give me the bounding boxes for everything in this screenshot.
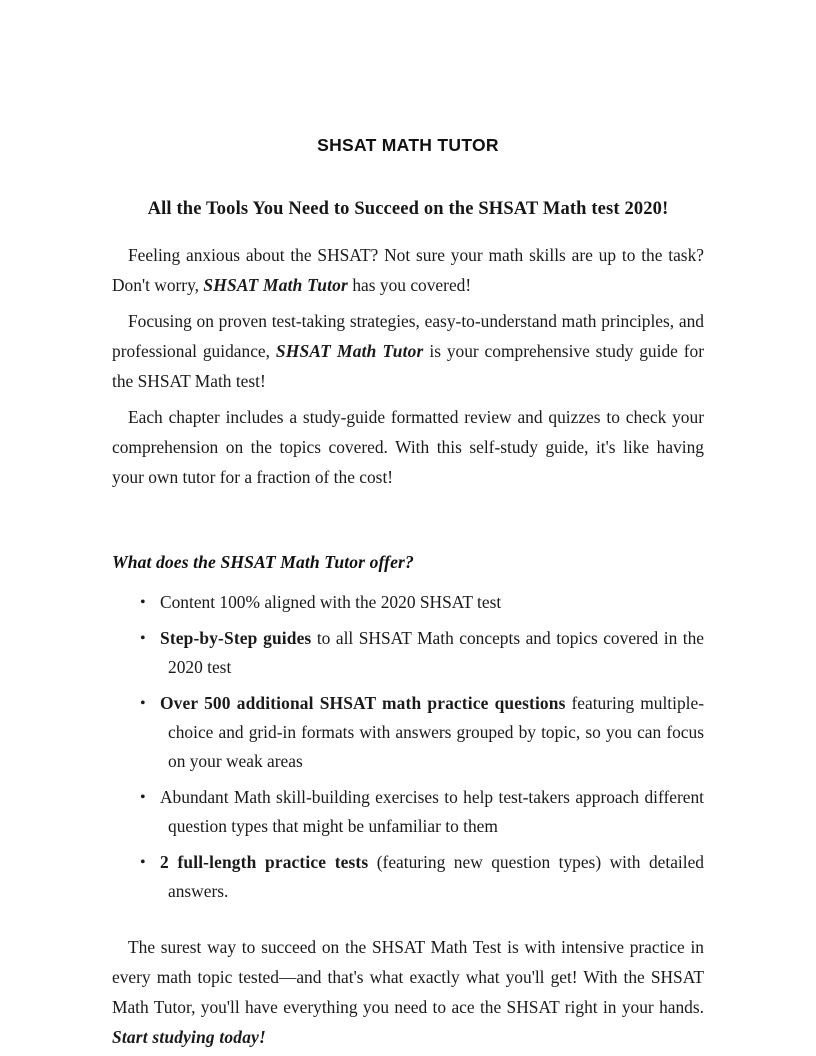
paragraph-focus — [112, 300, 704, 396]
list-item — [112, 848, 704, 906]
closing-text: The surest way to succeed on the SHSAT Math Test is with intensive practice in every math topic tested—and that's what exactly what you'll get! With the SHSAT Math Tutor, you'll have everything you need to ace the SHSAT right in your hands. — [112, 937, 704, 1017]
page-subtitle: All the Tools You Need to Succeed on the SHSAT Math test 2020! — [147, 199, 669, 219]
bullet-text: featuring multiple-choice and grid-in formats with answers grouped by topic, so you can focus on your weak areas — [168, 693, 704, 771]
closing-call-to-action: Start studying today! — [112, 1027, 266, 1047]
page-title: SHSAT MATH TUTOR — [317, 135, 499, 155]
focus-emphasis: SHSAT Math Tutor — [275, 341, 424, 361]
focus-text-before: Focusing on proven test-taking strategies, easy-to-understand math principles, and professional guidance, — [112, 311, 704, 361]
intro-text-before: Feeling anxious about the SHSAT? Not sure your math skills are up to the task? Don't worry, — [112, 245, 704, 295]
bullet-text: Abundant Math skill-building exercises to help test-takers approach different question types that might be unfamiliar to them — [160, 787, 704, 836]
paragraph-chapter: Each chapter includes a study-guide formatted review and quizzes to check your comprehension on the topics covered. With this self-study guide, it's like having your own tutor for a fraction of the cost! — [112, 407, 704, 487]
section-heading-offer: What does the SHSAT Math Tutor offer? — [112, 552, 414, 572]
paragraph-intro — [112, 220, 704, 300]
intro-text-after: has you covered! — [348, 275, 472, 295]
focus-text-after: is your comprehensive study guide for the SHSAT Math test! — [112, 341, 704, 391]
paragraph-closing — [112, 913, 704, 1052]
bullet-strong: 2 full-length practice tests — [160, 852, 369, 872]
bullet-text: Content 100% aligned with the 2020 SHSAT test — [160, 592, 502, 612]
bullet-text: (featuring new question types) with detailed answers. — [168, 852, 704, 901]
bullet-strong: Over 500 additional SHSAT math practice questions — [160, 693, 566, 713]
list-item — [112, 588, 704, 617]
document-content — [112, 0, 704, 1052]
bullet-text: to all SHSAT Math concepts and topics covered in the 2020 test — [168, 628, 704, 677]
feature-bullet-list — [112, 575, 704, 906]
bullet-strong: Step-by-Step guides — [160, 628, 312, 648]
intro-emphasis: SHSAT Math Tutor — [203, 275, 349, 295]
list-item — [112, 689, 704, 776]
list-item — [112, 783, 704, 841]
list-item — [112, 624, 704, 682]
